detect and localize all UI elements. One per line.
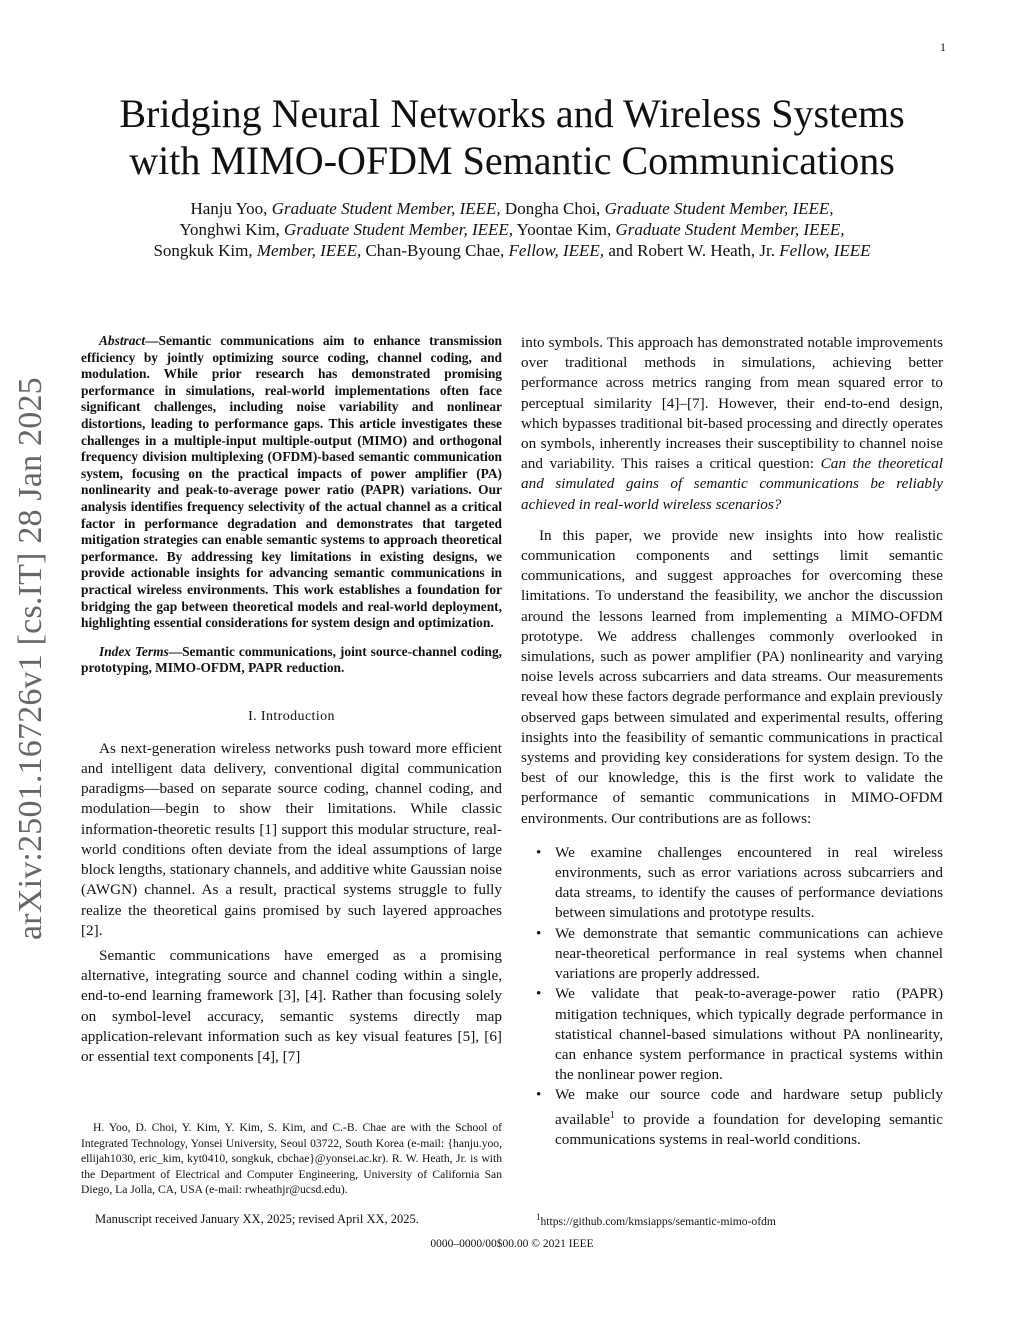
intro-paragraph: As next-generation wireless networks push toward more efficient and intelligent data delivery, conventional digital communication paradigms—based on separate source coding, channel coding, and modulation—begin to show their limitations. While classic information-theoretic results [1] support this modular structure, real-world conditions often deviate from the ideal assumptions of large block lengths, stationary channels, and additive white Gaussian noise (AWGN) channel. As a result, practical systems struggle to fully realize the theoretical gains promised by such layered approaches [2]. (81, 739, 502, 939)
body-text: into symbols. This approach has demonstrated notable improvements over traditional methods in simulations, achieving better performance across metrics ranging from mean squared error to perceptual similarity [4]–[7]. However, their end-to-end design, which bypasses traditional bit-based processing and directly operates on symbols, inherently increases their susceptibility to channel noise and variability. This raises a critical question: (521, 334, 943, 473)
bullet: • (536, 985, 542, 1003)
contributions-list (521, 843, 943, 1150)
research-question: Can the theoretical and simulated gains of semantic communications be reliably achieved in real-world wireless scenarios? (521, 455, 943, 513)
arxiv-side-stamp: arXiv:2501.16726v1 [cs.IT] 28 Jan 2025 (12, 377, 49, 940)
left-column (81, 333, 502, 1067)
author-role: Graduate Student Member, IEEE, (284, 220, 514, 239)
author-role: Fellow, IEEE (779, 241, 871, 260)
abstract-text: —Semantic communications aim to enhance transmission efficiency by jointly optimizing source coding, channel coding, and modulation. While prior research has demonstrated promising performance in simulations, real-world implementations often face significant challenges, including noise variability and nonlinear distortions, leading to performance gaps. This article investigates these challenges in a multiple-input multiple-output (MIMO) and orthogonal frequency division multiplexing (OFDM)-based semantic communication system, focusing on the practical impacts of power amplifier (PA) nonlinearity and peak-to-average power ratio (PAPR) variations. Our analysis identifies frequency selectivity of the actual channel as a critical factor in performance degradation and demonstrates that targeted mitigation strategies can enable semantic systems to approach theoretical performance. By addressing key limitations in existing designs, we provide actionable insights for advancing semantic communications in practical wireless environments. This work establishes a foundation for bridging the gap between theoretical models and real-world deployment, highlighting essential considerations for system design and optimization. (81, 333, 502, 631)
url-footnote (536, 1212, 776, 1228)
abstract (81, 333, 502, 632)
author-name: Hanju Yoo, (190, 199, 272, 218)
right-column (521, 333, 943, 1150)
body-paragraph (521, 333, 943, 515)
page-number: 1 (940, 40, 946, 54)
author-role: Graduate Student Member, IEEE, (271, 199, 501, 218)
footnote-number: 1 (536, 1212, 541, 1222)
contribution-text: We demonstrate that semantic communications can achieve near-theoretical performance in real systems when channel variations are properly addressed. (555, 924, 943, 983)
author-role: Member, IEEE, (256, 241, 362, 260)
title-line-1: Bridging Neural Networks and Wireless Systems (119, 91, 905, 136)
manuscript-note: Manuscript received January XX, 2025; revised April XX, 2025. (95, 1212, 419, 1226)
bullet: • (536, 1086, 542, 1104)
index-terms-text: —Semantic communications, joint source-channel coding, prototyping, MIMO-OFDM, PAPR reduction. (81, 643, 502, 676)
contribution-item (521, 843, 943, 924)
author-name: Yonghwi Kim, (179, 220, 285, 239)
author-name: Dongha Choi, (500, 199, 605, 218)
affiliation-text: H. Yoo, D. Choi, Y. Kim, Y. Kim, S. Kim, and C.-B. Chae are with the School of Integrated Technology, Yonsei University, Seoul 03722, South Korea (e-mail: {hanju.yoo, ellijah1030, eric_kim, kyt0410, songkuk, cbchae}@yonsei.ac.kr). R. W. Heath, Jr. is with the Department of Electrical and Computer Engineering, University of California San Diego, La Jolla, CA, USA (e-mail: rwheathjr@ucsd.edu). (81, 1121, 502, 1197)
contribution-item (521, 984, 943, 1085)
footnote-reference: 1 (609, 1109, 615, 1121)
intro-paragraph: Semantic communications have emerged as a promising alternative, integrating source and channel coding within a single, end-to-end learning framework [3], [4]. Rather than focusing solely on symbol-level accuracy, semantic systems directly map application-relevant information such as key visual features [5], [6] or essential text components [4], [7] (81, 946, 502, 1065)
contribution-text: to provide a foundation for developing semantic communications systems in real-world conditions. (555, 1110, 943, 1148)
author-list (80, 198, 944, 261)
bullet: • (536, 924, 542, 942)
author-name: Chan-Byoung Chae, (361, 241, 509, 260)
author-name: Songkuk Kim, (153, 241, 257, 260)
footnote-url[interactable]: https://github.com/kmsiapps/semantic-mimo-ofdm (540, 1214, 776, 1228)
author-role: Graduate Student Member, IEEE, (615, 220, 845, 239)
bullet: • (536, 843, 542, 861)
paper-title (60, 90, 964, 184)
title-line-2: with MIMO-OFDM Semantic Communications (129, 138, 895, 183)
abstract-label: Abstract (99, 333, 146, 348)
contribution-text: We examine challenges encountered in real wireless environments, such as error variations across subcarriers and data streams, to identify the causes of performance deviations between simulations and prototype results. (555, 843, 943, 922)
copyright-line: 0000–0000/00$00.00 © 2021 IEEE (430, 1238, 594, 1250)
author-role: Fellow, IEEE, (508, 241, 605, 260)
body-paragraph: In this paper, we provide new insights into how realistic communication components and settings limit semantic communications, and suggest approaches for overcoming these limitations. To understand the feasibility, we anchor the discussion around the lessons learned from implementing a MIMO-OFDM prototype. We address challenges commonly overlooked in simulations, such as power amplifier (PA) nonlinearity and varying noise levels across subcarriers and data streams. Our measurements reveal how these factors degrade performance and explain previously observed gaps between simulated and experimental results, offering insights into the feasibility of semantic communications in practical systems and providing key considerations for system design. To the best of our knowledge, this is the first work to validate the performance of semantic communications in MIMO-OFDM environments. Our contributions are as follows: (521, 526, 943, 827)
contribution-item (521, 1085, 943, 1150)
contribution-text: We validate that peak-to-average-power ratio (PAPR) mitigation techniques, which typically degrade performance in statistical channel-based simulations without PA nonlinearity, can enhance system performance in practical systems within the nonlinear power region. (555, 985, 943, 1084)
author-line-1 (80, 198, 944, 219)
author-name: and Robert W. Heath, Jr. (604, 241, 780, 260)
index-terms-label: Index Terms (99, 643, 169, 659)
author-name: Yoontae Kim, (513, 220, 616, 239)
author-role: Graduate Student Member, IEEE, (604, 199, 834, 218)
author-line-2 (80, 219, 944, 240)
section-heading-introduction: I. Introduction (248, 708, 335, 724)
contribution-item (521, 924, 943, 985)
affiliation-footnote (81, 1120, 502, 1198)
contribution-text: We make our source code and hardware setup publicly available (555, 1086, 943, 1128)
index-terms (81, 644, 502, 677)
author-line-3 (80, 240, 944, 261)
